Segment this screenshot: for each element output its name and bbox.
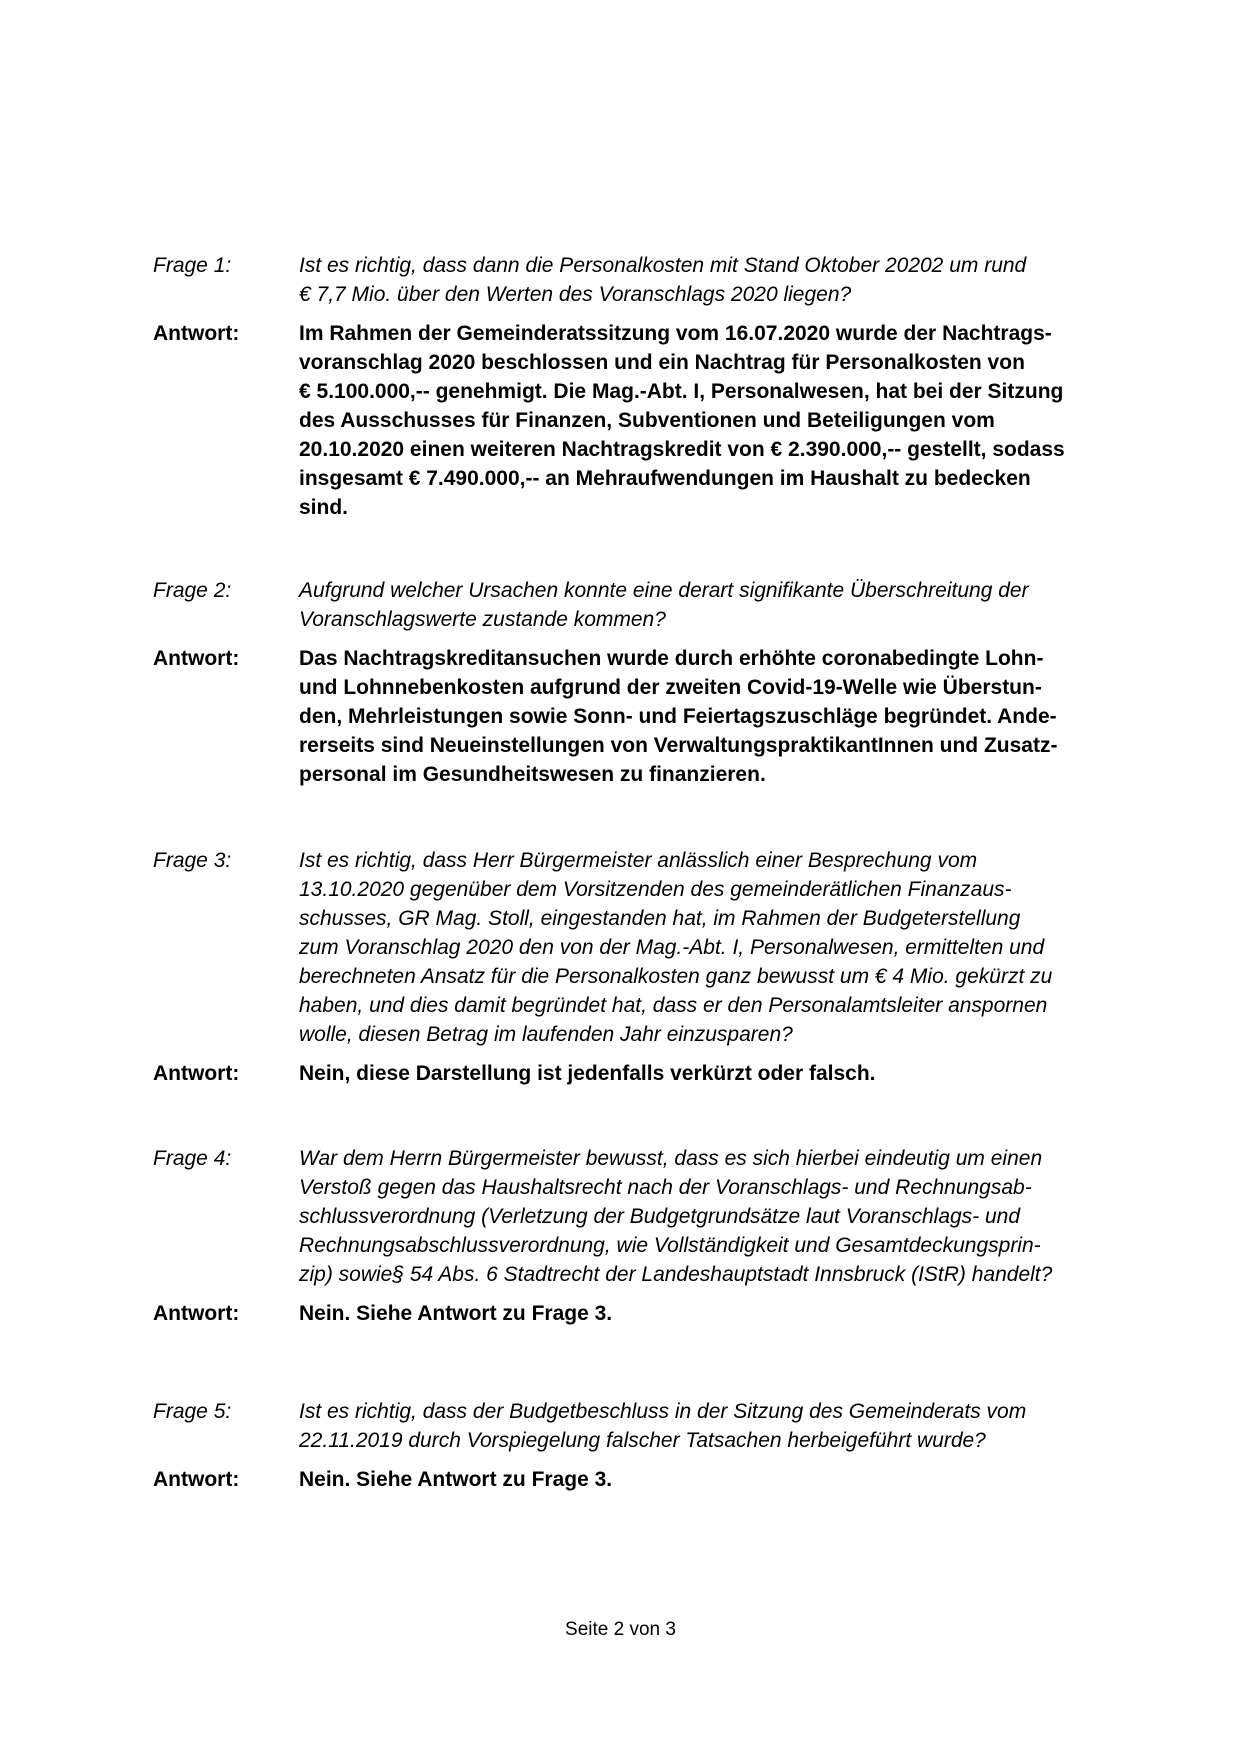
question-row: [153, 846, 1143, 1049]
page-number: Seite 2 von 3: [565, 1619, 676, 1640]
qa-block-3: [153, 846, 1143, 1088]
answer-text: Nein, diese Darstellung ist jedenfalls verkürzt oder falsch.: [299, 1062, 876, 1085]
answer-row: [153, 1465, 1143, 1494]
question-text: Ist es richtig, dass Herr Bürgermeister anlässlich einer Besprechung vom 13.10.2020 gegenüber dem Vorsitzenden des gemeinderätlichen Finanzaus- schusses, GR Mag. Stoll, eingestanden hat, im Rahmen der Budgeterstellung zum Voranschlag 2020 den von der Mag.-Abt. I, Personalwesen, ermittelten und berechneten Ansatz für die Personalkosten ganz bewusst um € 4 Mio. gekürzt zu haben, und dies damit begründet hat, dass er den Personalamtsleiter anspornen wolle, diesen Betrag im laufenden Jahr einzusparen?: [299, 849, 1053, 1046]
answer-label: Antwort:: [153, 322, 240, 345]
question-label: Frage 3:: [153, 849, 232, 872]
answer-row: [153, 1059, 1143, 1088]
question-label: Frage 4:: [153, 1147, 232, 1170]
answer-text: Das Nachtragskreditansuchen wurde durch erhöhte coronabedingte Lohn- und Lohnnebenkosten aufgrund der zweiten Covid-19-Welle wie Überstun- den, Mehrleistungen sowie Sonn- und Feiertagszuschläge begründet. Ande- rerseits sind Neueinstellungen von VerwaltungspraktikantInnen und Zusatz- personal im Gesundheitswesen zu finanzieren.: [299, 647, 1058, 786]
qa-block-5: [153, 1397, 1143, 1494]
question-row: [153, 1144, 1143, 1289]
qa-block-2: [153, 576, 1143, 789]
answer-text: Nein. Siehe Antwort zu Frage 3.: [299, 1302, 613, 1325]
qa-block-4: [153, 1144, 1143, 1328]
qa-block-1: [153, 251, 1143, 522]
question-text: Aufgrund welcher Ursachen konnte eine derart signifikante Überschreitung der Voranschlagswerte zustande kommen?: [299, 579, 1029, 631]
answer-label: Antwort:: [153, 1302, 240, 1325]
question-text: Ist es richtig, dass dann die Personalkosten mit Stand Oktober 20202 um rund € 7,7 Mio. über den Werten des Voranschlags 2020 liegen?: [299, 254, 1027, 306]
answer-text: Nein. Siehe Antwort zu Frage 3.: [299, 1468, 613, 1491]
question-row: [153, 1397, 1143, 1455]
page-footer: [0, 1618, 1241, 1642]
answer-row: [153, 1299, 1143, 1328]
answer-row: [153, 319, 1143, 522]
question-label: Frage 1:: [153, 254, 232, 277]
answer-text: Im Rahmen der Gemeinderatssitzung vom 16.07.2020 wurde der Nachtrags- voranschlag 2020 beschlossen und ein Nachtrag für Personalkosten von € 5.100.000,-- genehmigt. Die Mag.-Abt. I, Personalwesen, hat bei der Sitzung des Ausschusses für Finanzen, Subventionen und Beteiligungen vom 20.10.2020 einen weiteren Nachtragskredit von € 2.390.000,-- gestellt, sodass insgesamt € 7.490.000,-- an Mehraufwendungen im Haushalt zu bedecken sind.: [299, 322, 1065, 519]
question-row: [153, 251, 1143, 309]
answer-label: Antwort:: [153, 1468, 240, 1491]
answer-label: Antwort:: [153, 1062, 240, 1085]
answer-label: Antwort:: [153, 647, 240, 670]
answer-row: [153, 644, 1143, 789]
question-text: War dem Herrn Bürgermeister bewusst, dass es sich hierbei eindeutig um einen Verstoß gegen das Haushaltsrecht nach der Voranschlags- und Rechnungsab- schlussverordnung (Verletzung der Budgetgrundsätze laut Voranschlags- und Rechnungsabschlussverordnung, wie Vollständigkeit und Gesamtdeckungsprin- zip) sowie§ 54 Abs. 6 Stadtrecht der Landeshauptstadt Innsbruck (IStR) handelt?: [299, 1147, 1053, 1286]
question-row: [153, 576, 1143, 634]
question-label: Frage 2:: [153, 579, 232, 602]
question-text: Ist es richtig, dass der Budgetbeschluss in der Sitzung des Gemeinderats vom 22.11.2019 durch Vorspiegelung falscher Tatsachen herbeigeführt wurde?: [299, 1400, 1027, 1452]
question-label: Frage 5:: [153, 1400, 232, 1423]
